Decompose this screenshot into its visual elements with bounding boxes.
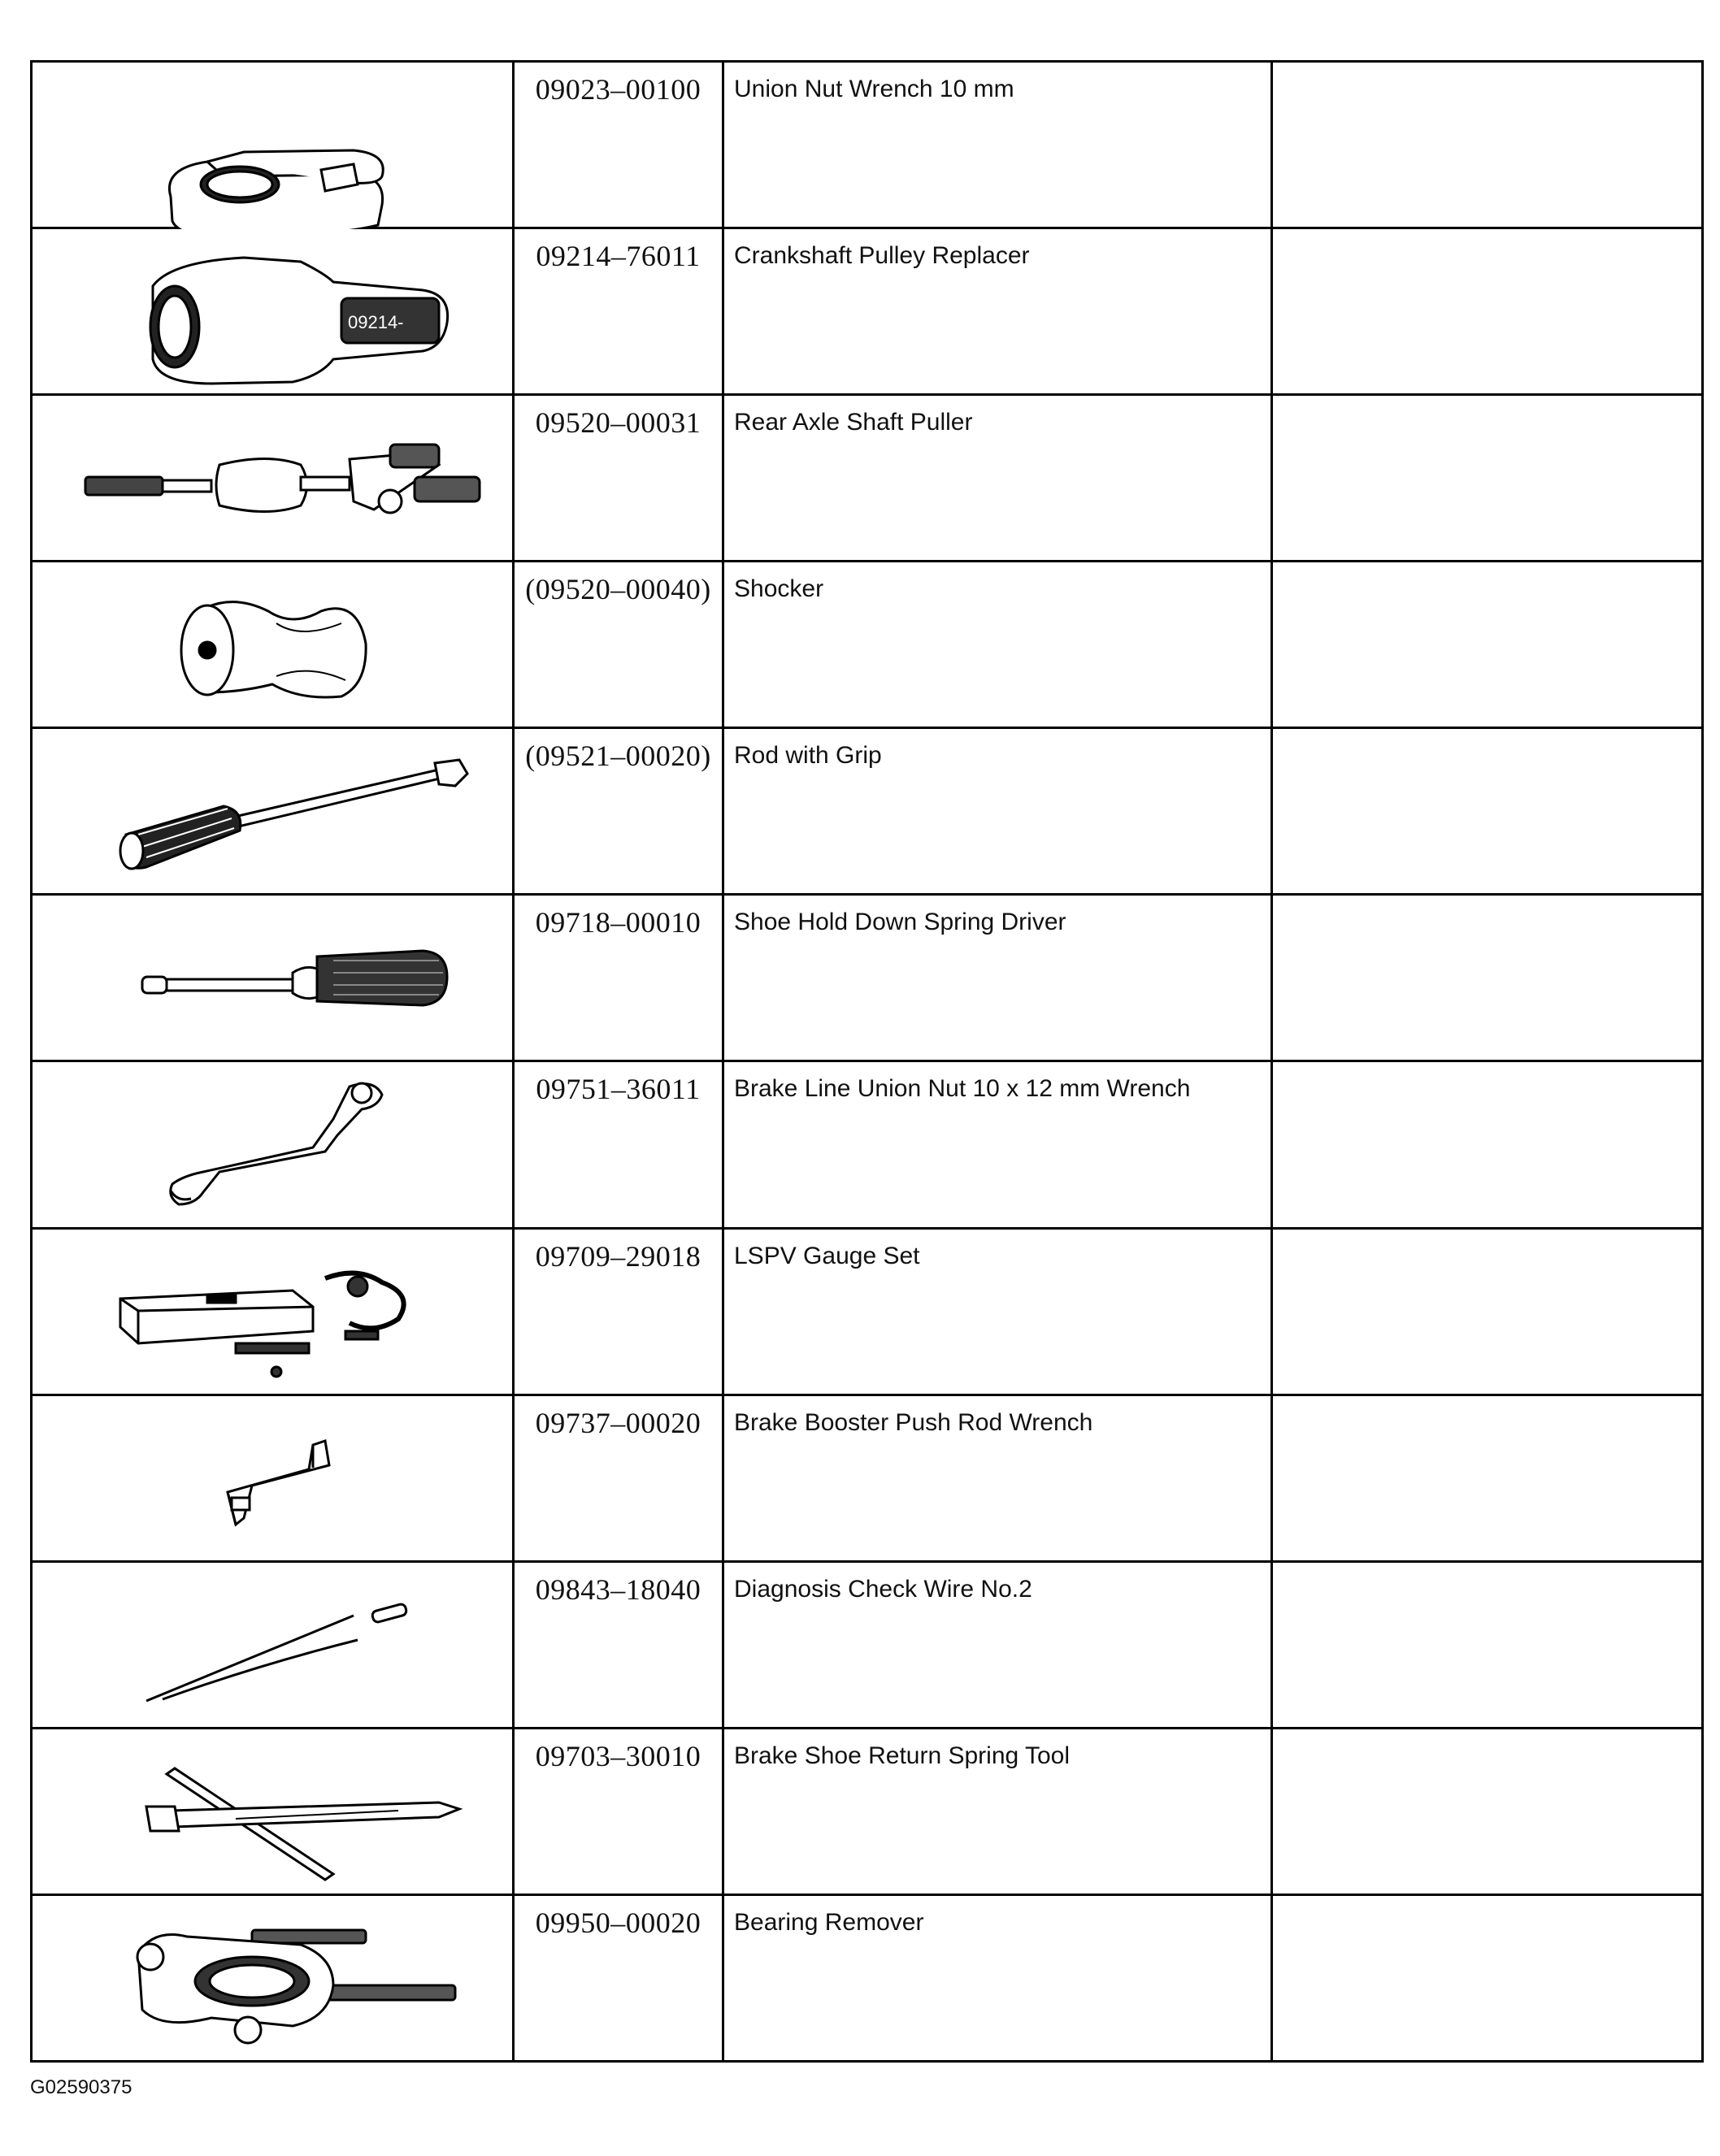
tool-image-cell (32, 1395, 514, 1561)
union-nut-wrench-icon (33, 63, 512, 229)
special-service-tools-table (30, 60, 1704, 2063)
notes-cell (1272, 1061, 1703, 1228)
part-number: (09521–00020) (525, 740, 711, 773)
tool-image-cell (32, 1561, 514, 1728)
part-number-cell (514, 1395, 723, 1561)
tool-name-cell (723, 1061, 1272, 1228)
notes-cell (1272, 1894, 1703, 2061)
part-number-cell (514, 1894, 723, 2061)
tool-name: Brake Shoe Return Spring Tool (734, 1742, 1071, 1769)
part-number-cell (514, 228, 723, 395)
part-number-cell (514, 395, 723, 562)
shocker-icon (33, 562, 512, 729)
tool-name-cell (723, 728, 1272, 895)
tool-image-cell (32, 895, 514, 1061)
tool-name-cell (723, 1728, 1272, 1894)
notes-cell (1272, 1395, 1703, 1561)
tool-name-cell (723, 228, 1272, 395)
table-row (32, 1395, 1703, 1561)
tool-image-cell (32, 228, 514, 395)
tool-stamp: 09214- (348, 312, 404, 333)
tool-image-cell (32, 728, 514, 895)
part-number-cell (514, 1561, 723, 1728)
crankshaft-pulley-replacer-icon (33, 229, 512, 396)
table-row (32, 562, 1703, 728)
part-number: 09703–30010 (535, 1739, 701, 1772)
table-row (32, 228, 1703, 395)
tool-name-cell (723, 395, 1272, 562)
tool-name-cell (723, 1561, 1272, 1728)
tool-name: Crankshaft Pulley Replacer (734, 242, 1030, 270)
tool-name: Bearing Remover (734, 1908, 924, 1936)
table-row (32, 62, 1703, 228)
figure-code: G02590375 (30, 2076, 132, 2098)
part-number: 09950–00020 (535, 1906, 701, 1939)
part-number-cell (514, 62, 723, 228)
table-row (32, 1894, 1703, 2061)
lspv-gauge-set-icon (33, 1230, 512, 1396)
table-row (32, 1061, 1703, 1228)
part-number: 09751–36011 (536, 1073, 701, 1106)
tool-image-cell (32, 62, 514, 228)
tool-name-cell (723, 62, 1272, 228)
part-number: 09709–29018 (535, 1239, 701, 1273)
notes-cell (1272, 562, 1703, 728)
part-number-cell (514, 562, 723, 728)
check-wire-icon (33, 1563, 512, 1729)
tool-name-cell (723, 1228, 1272, 1395)
brake-line-wrench-icon (33, 1062, 512, 1229)
rod-with-grip-icon (33, 729, 512, 896)
tool-name-cell (723, 1395, 1272, 1561)
table-row (32, 1561, 1703, 1728)
notes-cell (1272, 1228, 1703, 1395)
tool-name: Rear Axle Shaft Puller (734, 409, 973, 436)
table-row (32, 395, 1703, 562)
table-row (32, 1228, 1703, 1395)
tool-name: Brake Line Union Nut 10 x 12 mm Wrench (734, 1075, 1191, 1103)
table-row (32, 895, 1703, 1061)
tool-name: Shocker (734, 575, 824, 603)
push-rod-wrench-icon (33, 1396, 512, 1563)
tool-name: Shoe Hold Down Spring Driver (734, 909, 1066, 936)
bearing-remover-icon (33, 1896, 512, 2063)
notes-cell (1272, 1561, 1703, 1728)
return-spring-tool-icon (33, 1729, 512, 1896)
tool-name: LSPV Gauge Set (734, 1242, 920, 1269)
rear-axle-shaft-puller-icon (33, 396, 512, 562)
part-number: 09023–00100 (535, 73, 701, 106)
notes-cell (1272, 228, 1703, 395)
notes-cell (1272, 1728, 1703, 1894)
tool-image-cell (32, 1228, 514, 1395)
part-number: 09214–76011 (536, 240, 701, 273)
part-number: 09737–00020 (535, 1406, 701, 1439)
part-number-cell (514, 895, 723, 1061)
tool-name-cell (723, 1894, 1272, 2061)
spring-driver-icon (33, 896, 512, 1062)
tool-name-cell (723, 562, 1272, 728)
tool-name: Rod with Grip (734, 742, 882, 770)
table-row (32, 1728, 1703, 1894)
part-number: 09718–00010 (535, 906, 701, 939)
tool-name: Union Nut Wrench 10 mm (734, 76, 1014, 102)
part-number-cell (514, 728, 723, 895)
part-number-cell (514, 1228, 723, 1395)
tool-name: Diagnosis Check Wire No.2 (734, 1575, 1032, 1603)
notes-cell (1272, 395, 1703, 562)
part-number: 09520–00031 (535, 406, 701, 440)
tool-name-cell (723, 895, 1272, 1061)
tool-image-cell (32, 1061, 514, 1228)
tool-image-cell (32, 1728, 514, 1894)
part-number-cell (514, 1061, 723, 1228)
part-number: (09520–00040) (525, 573, 711, 606)
part-number-cell (514, 1728, 723, 1894)
notes-cell (1272, 728, 1703, 895)
table-row (32, 728, 1703, 895)
tool-image-cell (32, 1894, 514, 2061)
tool-name: Brake Booster Push Rod Wrench (734, 1408, 1093, 1436)
notes-cell (1272, 62, 1703, 228)
notes-cell (1272, 895, 1703, 1061)
tool-image-cell (32, 562, 514, 728)
part-number: 09843–18040 (535, 1573, 701, 1606)
tool-image-cell (32, 395, 514, 562)
